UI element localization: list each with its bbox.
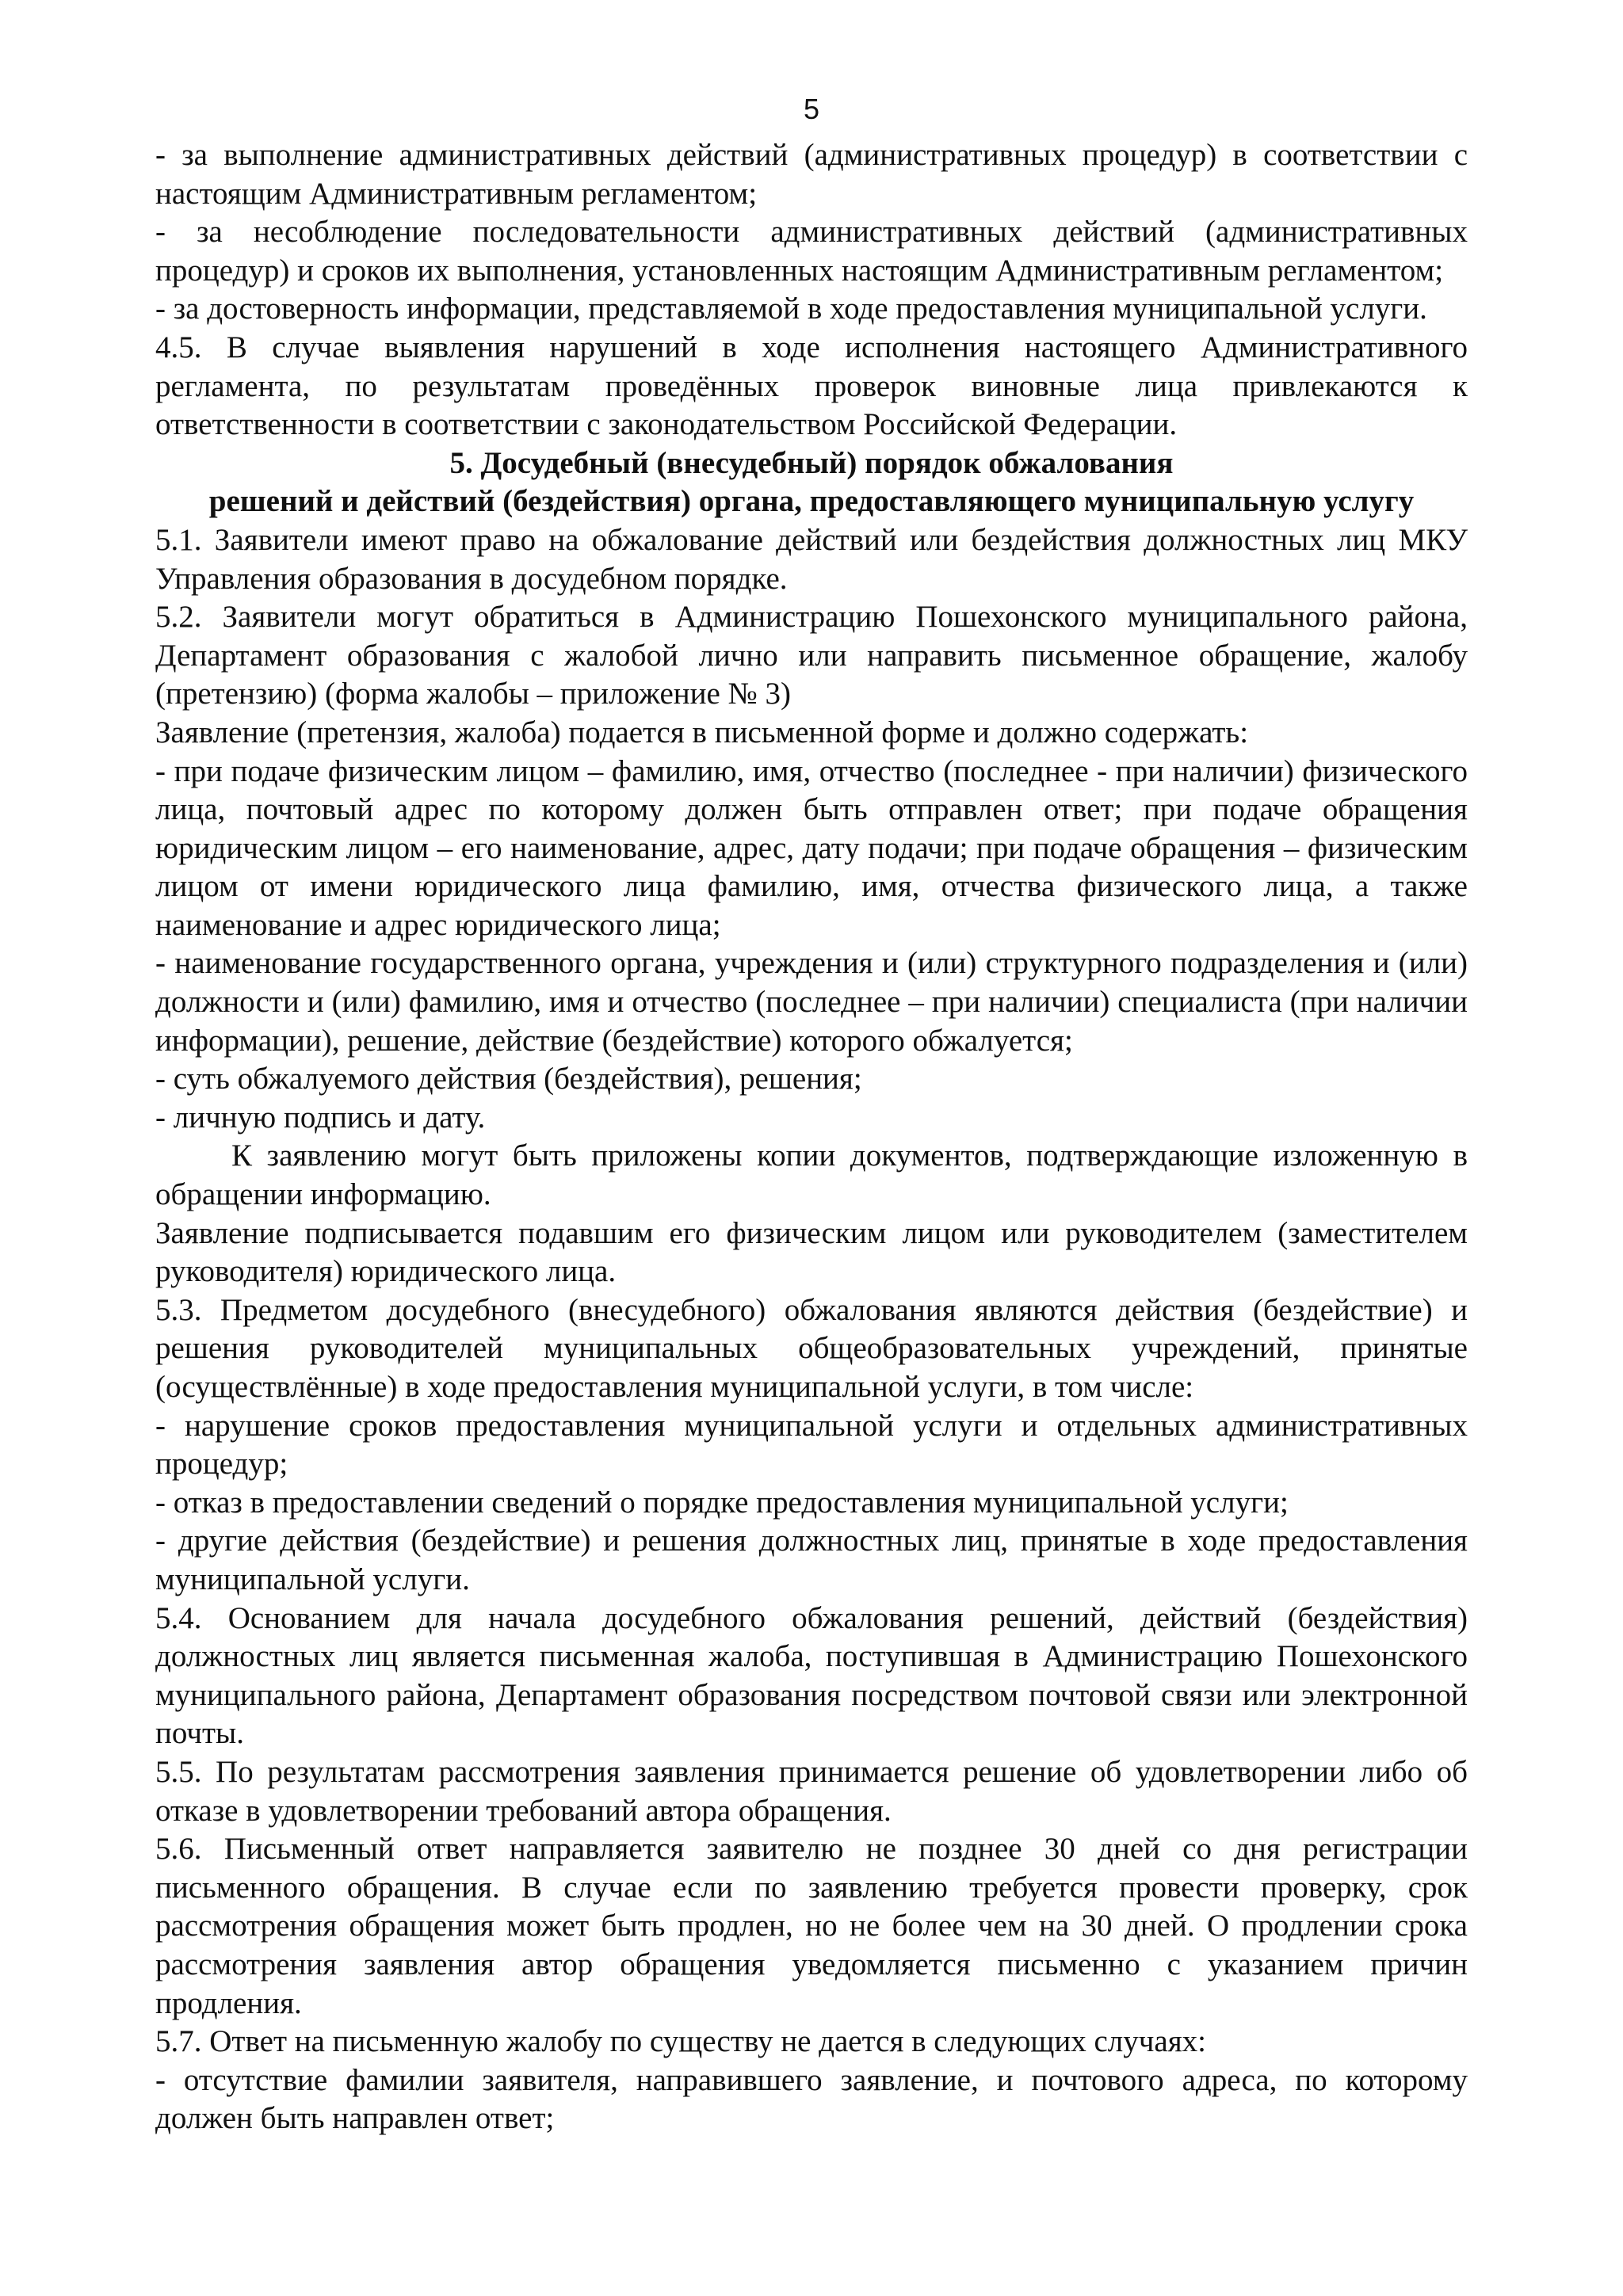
paragraph: - отказ в предоставлении сведений о порядке предоставления муниципальной услуги; bbox=[155, 1485, 1289, 1520]
paragraph: 5.2. Заявители могут обратиться в Администрацию Пошехонского муниципального района, Департамент образования с жалобой лично или направить письменное обращение, жалобу (претензию) (форма жалобы – приложение № 3) bbox=[155, 600, 1468, 711]
paragraph: К заявлению могут быть приложены копии документов, подтверждающие изложенную в обращении информацию. bbox=[155, 1138, 1468, 1212]
paragraph: Заявление (претензия, жалоба) подается в письменной форме и должно содержать: bbox=[155, 715, 1249, 749]
paragraph: - отсутствие фамилии заявителя, направившего заявление, и почтового адреса, по которому должен быть направлен ответ; bbox=[155, 2062, 1468, 2136]
paragraph: 5.5. По результатам рассмотрения заявления принимается решение об удовлетворении либо об отказе в удовлетворении требований автора обращения. bbox=[155, 1754, 1468, 1828]
section-heading: решений и действий (бездействия) органа, предоставляющего муниципальную услугу bbox=[208, 484, 1415, 519]
paragraph: - наименование государственного органа, учреждения и (или) структурного подразделения и (или) должности и (или) фамилию, имя и отчество (последнее – при наличии) специалиста (при наличии информации), решение, действие (бездействие) которого обжалуется; bbox=[155, 946, 1468, 1058]
paragraph: 4.5. В случае выявления нарушений в ходе исполнения настоящего Административного регламента, по результатам проведённых проверок виновные лица привлекаются к ответственности в соответствии с законодательством Российской Федерации. bbox=[155, 330, 1468, 442]
paragraph: 5.3. Предметом досудебного (внесудебного) обжалования являются действия (бездействие) и решения руководителей муниципальных общеобразовательных учреждений, принятые (осуществлённые) в ходе предоставления муниципальной услуги, в том числе: bbox=[155, 1292, 1468, 1404]
paragraph: - нарушение сроков предоставления муниципальной услуги и отдельных административных процедур; bbox=[155, 1408, 1468, 1482]
paragraph: - за выполнение административных действий (административных процедур) в соответствии с настоящим Административным регламентом; bbox=[155, 138, 1468, 211]
paragraph: 5.1. Заявители имеют право на обжалование действий или бездействия должностных лиц МКУ Управления образования в досудебном порядке. bbox=[155, 522, 1468, 596]
paragraph: - за достоверность информации, представляемой в ходе предоставления муниципальной услуги. bbox=[155, 292, 1427, 326]
paragraph: 5.7. Ответ на письменную жалобу по существу не дается в следующих случаях: bbox=[155, 2024, 1206, 2059]
section-heading: 5. Досудебный (внесудебный) порядок обжалования bbox=[449, 445, 1174, 480]
document-body bbox=[155, 136, 1468, 2138]
paragraph: - личную подпись и дату. bbox=[155, 1100, 486, 1135]
paragraph: - другие действия (бездействие) и решения должностных лиц, принятые в ходе предоставления муниципальной услуги. bbox=[155, 1524, 1468, 1596]
page-number: 5 bbox=[803, 93, 820, 125]
paragraph: - за несоблюдение последовательности административных действий (административных процедур) и сроков их выполнения, установленных настоящим Административным регламентом; bbox=[155, 215, 1468, 288]
paragraph: Заявление подписывается подавшим его физическим лицом или руководителем (заместителем руководителя) юридического лица. bbox=[155, 1215, 1468, 1289]
paragraph: - при подаче физическим лицом – фамилию, имя, отчество (последнее - при наличии) физического лица, почтовый адрес по которому должен быть отправлен ответ; при подаче обращения юридическим лицом – его наименование, адрес, дату подачи; при подаче обращения – физическим лицом от имени юридического лица фамилию, имя, отчества физического лица, а также наименование и адрес юридического лица; bbox=[155, 753, 1468, 942]
paragraph: 5.6. Письменный ответ направляется заявителю не позднее 30 дней со дня регистрации письменного обращения. В случае если по заявлению требуется провести проверку, срок рассмотрения обращения может быть продлен, но не более чем на 30 дней. О продлении срока рассмотрения заявления автор обращения уведомляется письменно с указанием причин продления. bbox=[155, 1832, 1468, 2020]
paragraph: 5.4. Основанием для начала досудебного обжалования решений, действий (бездействия) должностных лиц является письменная жалоба, поступившая в Администрацию Пошехонского муниципального района, Департамент образования посредством почтовой связи или электронной почты. bbox=[155, 1600, 1468, 1751]
paragraph: - суть обжалуемого действия (бездействия), решения; bbox=[155, 1062, 862, 1097]
